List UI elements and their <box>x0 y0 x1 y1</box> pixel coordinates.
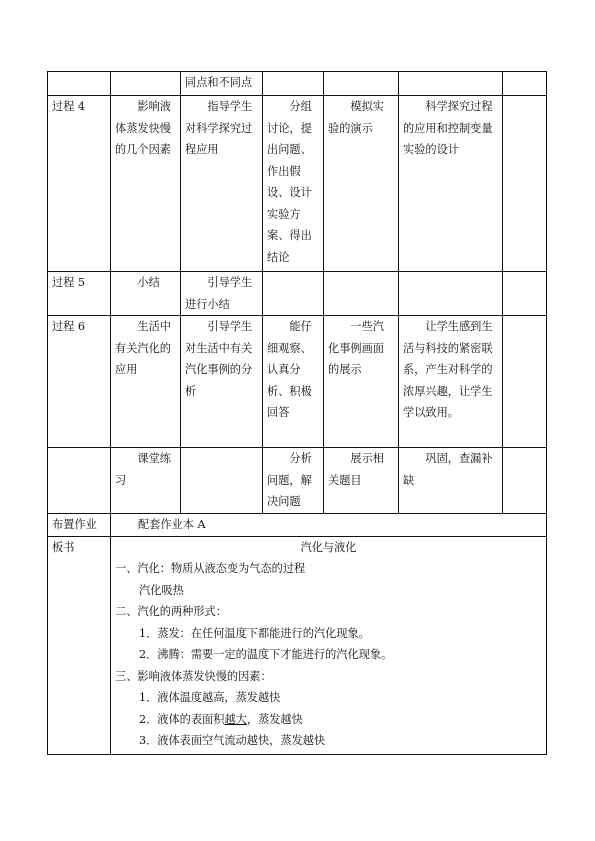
underlined-text: 越大 <box>224 712 247 726</box>
empty-cell <box>503 72 547 96</box>
process-cell: 过程 6 <box>48 316 111 448</box>
student-activity-cell: 能仔细观察、认真分析、积极回答 <box>263 316 324 448</box>
board-row <box>48 536 547 754</box>
media-cell <box>324 72 399 96</box>
board-point: 2．沸腾：需要一定的温度下才能进行的汽化现象。 <box>139 648 393 661</box>
media-cell <box>324 272 399 316</box>
intent-cell <box>399 272 503 316</box>
table-row <box>48 316 547 448</box>
media-cell: 展示相关题目 <box>324 448 399 514</box>
process-cell <box>48 448 111 514</box>
board-point: 1．蒸发：在任何温度下都能进行的汽化现象。 <box>139 626 370 640</box>
empty-cell <box>503 272 547 316</box>
student-activity-cell: 分组讨论，提出问题、作出假设、设计实验方案、得出结论 <box>263 96 324 272</box>
board-point <box>115 709 542 731</box>
board-section-3: 三、影响液体蒸发快慢的因素： <box>115 669 272 683</box>
intent-cell: 科学探究过程的应用和控制变量实验的设计 <box>399 96 503 272</box>
table-row <box>48 448 547 514</box>
media-cell: 一些汽化事例画面的展示 <box>324 316 399 448</box>
teacher-activity-cell: 引导学生对生活中有关汽化事例的分析 <box>181 316 263 448</box>
board-content <box>111 536 547 754</box>
process-cell: 过程 5 <box>48 272 111 316</box>
empty-cell <box>503 316 547 448</box>
content-cell: 课堂练习 <box>111 448 181 514</box>
lesson-plan-table <box>47 71 547 755</box>
board-section-1: 一、汽化：物质从液态变为气态的过程 <box>115 562 306 575</box>
board-title: 汽化与液化 <box>300 540 357 554</box>
board-point-text: ，蒸发越快 <box>246 712 303 726</box>
teacher-activity-cell: 指导学生对科学探究过程应用 <box>181 96 263 272</box>
empty-cell <box>503 448 547 514</box>
board-section-2: 二、汽化的两种形式： <box>115 605 227 618</box>
board-point: 汽化吸热 <box>139 583 184 597</box>
student-activity-cell <box>263 72 324 96</box>
media-cell: 模拟实验的演示 <box>324 96 399 272</box>
student-activity-cell <box>263 272 324 316</box>
student-activity-cell: 分析问题，解决问题 <box>263 448 324 514</box>
content-cell: 小结 <box>111 272 181 316</box>
process-cell: 过程 4 <box>48 96 111 272</box>
process-cell <box>48 72 111 96</box>
board-label: 板书 <box>48 536 111 754</box>
empty-cell <box>503 96 547 272</box>
content-cell <box>111 72 181 96</box>
intent-cell: 让学生感到生活与科技的紧密联系，产生对科学的浓厚兴趣，让学生学以致用。 <box>399 316 503 448</box>
homework-row <box>48 514 547 537</box>
content-cell: 影响液体蒸发快慢的几个因素 <box>111 96 181 272</box>
table-row <box>48 72 547 96</box>
table-row <box>48 272 547 316</box>
board-point: 1．液体温度越高，蒸发越快 <box>139 691 281 704</box>
teacher-activity-cell: 同点和不同点 <box>181 72 263 96</box>
board-point: 3．液体表面空气流动越快，蒸发越快 <box>139 734 326 747</box>
homework-value: 配套作业本 A <box>111 514 547 537</box>
intent-cell: 巩固，查漏补缺 <box>399 448 503 514</box>
homework-label: 布置作业 <box>48 514 111 537</box>
teacher-activity-cell: 引导学生进行小结 <box>181 272 263 316</box>
teacher-activity-cell <box>181 448 263 514</box>
board-point-text: 2．液体的表面积 <box>139 712 225 726</box>
content-cell: 生活中有关汽化的应用 <box>111 316 181 448</box>
table-row <box>48 96 547 272</box>
intent-cell <box>399 72 503 96</box>
